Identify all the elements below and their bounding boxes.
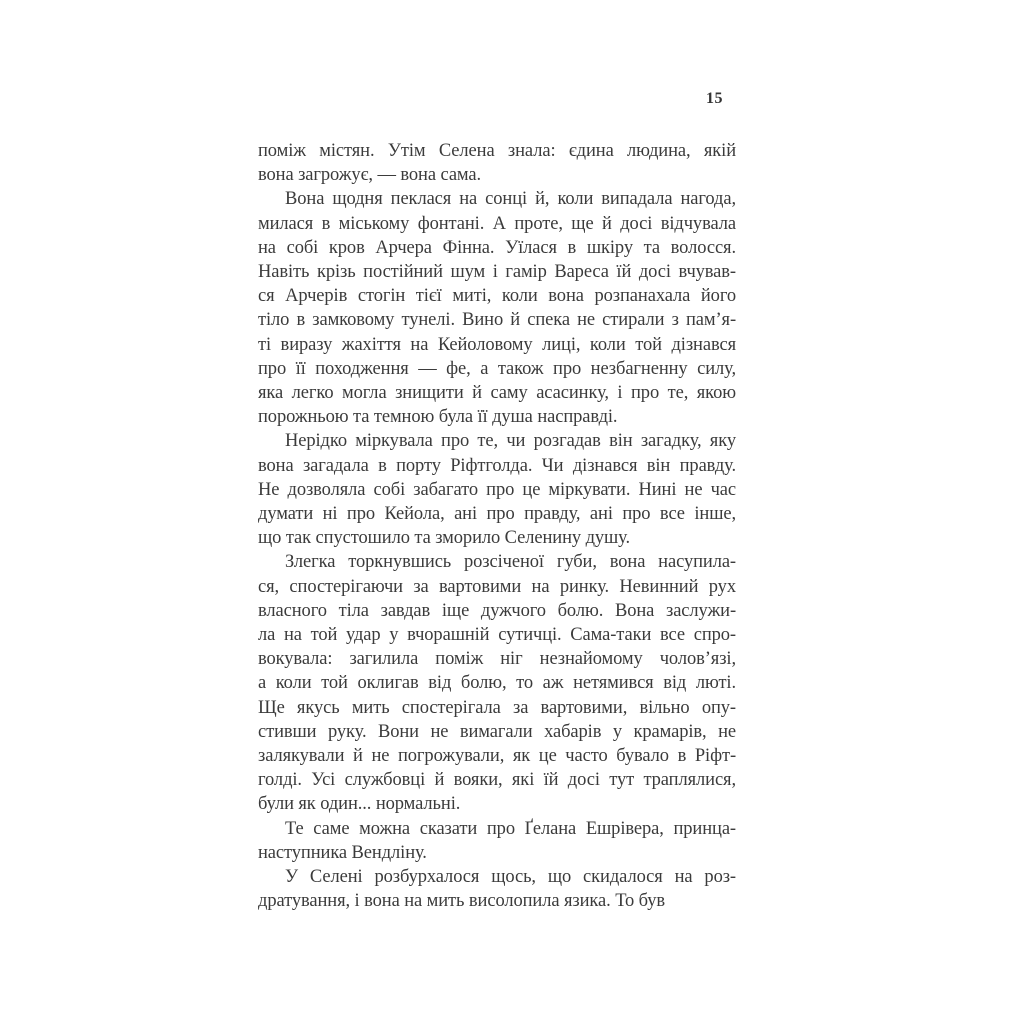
text-line: на собі кров Арчера Фінна. Уїлася в шкіру та волосся. (258, 237, 736, 258)
text-block (258, 139, 736, 914)
text-line: наступника Вендліну. (258, 842, 427, 863)
text-line: що так спустошило та зморило Селенину душу. (258, 528, 631, 549)
text-line: Навіть крізь постійний шум і гамір Вареса їй досі вчував- (258, 262, 736, 283)
text-line: вона загрожує, — вона сама. (258, 165, 482, 186)
text-line: вокувала: загилила поміж ніг незнайомому чолов’язі, (258, 649, 736, 670)
text-line: про її походження — фе, а також про незбагненну силу, (258, 358, 736, 379)
text-line: стивши руку. Вони не вимагали хабарів у крамарів, не (258, 721, 736, 742)
text-line: Злегка торкнувшись розсіченої губи, вона насупила- (285, 552, 736, 573)
text-line: Ще якусь мить спостерігала за вартовими, вільно опу- (258, 697, 736, 718)
text-line: яка легко могла знищити й саму асасинку, і про те, якою (258, 383, 736, 404)
text-line: поміж містян. Утім Селена знала: єдина людина, якій (258, 141, 736, 161)
text-line: тіло в замковому тунелі. Вино й спека не стирали з пам’я- (258, 310, 736, 331)
text-line: були як один... нормальні. (258, 794, 461, 815)
text-line: Те саме можна сказати про Ґелана Ешрівера, принца- (285, 818, 736, 839)
text-line: порожньою та темною була її душа насправді. (258, 407, 618, 428)
text-line: ла на той удар у вчорашній сутичці. Сама-таки все спро- (258, 625, 736, 646)
text-line: голді. Усі службовці й вояки, які їй досі тут траплялися, (258, 770, 736, 791)
text-line: а коли той оклигав від болю, то аж нетямився від люті. (258, 673, 736, 694)
text-line: власного тіла завдав іще дужчого болю. Вона заслужи- (258, 600, 736, 621)
text-line: думати ні про Кейола, ані про правду, ані про все інше, (258, 504, 736, 525)
text-line: дратування, і вона на мить висолопила язика. То був (258, 891, 666, 912)
page-number: 15 (706, 90, 723, 107)
text-line: ся Арчерів стогін тієї миті, коли вона розпанахала його (258, 286, 736, 307)
text-line: Нерідко міркувала про те, чи розгадав він загадку, яку (285, 431, 736, 452)
text-line: ся, спостерігаючи за вартовими на ринку. Невинний рух (258, 576, 736, 597)
text-line: ті виразу жахіття на Кейоловому лиці, коли той дізнався (258, 334, 736, 355)
text-line: милася в міському фонтані. А проте, ще й досі відчувала (258, 213, 736, 234)
text-line: У Селені розбурхалося щось, що скидалося на роз- (285, 867, 736, 888)
text-line: вона загадала в порту Ріфтголда. Чи дізнався він правду. (258, 455, 736, 476)
text-line: залякували й не погрожували, як це часто бувало в Ріфт- (258, 746, 736, 767)
text-line: Не дозволяла собі забагато про це міркувати. Нині не час (258, 479, 736, 500)
text-line: Вона щодня пеклася на сонці й, коли випадала нагода, (285, 189, 736, 210)
